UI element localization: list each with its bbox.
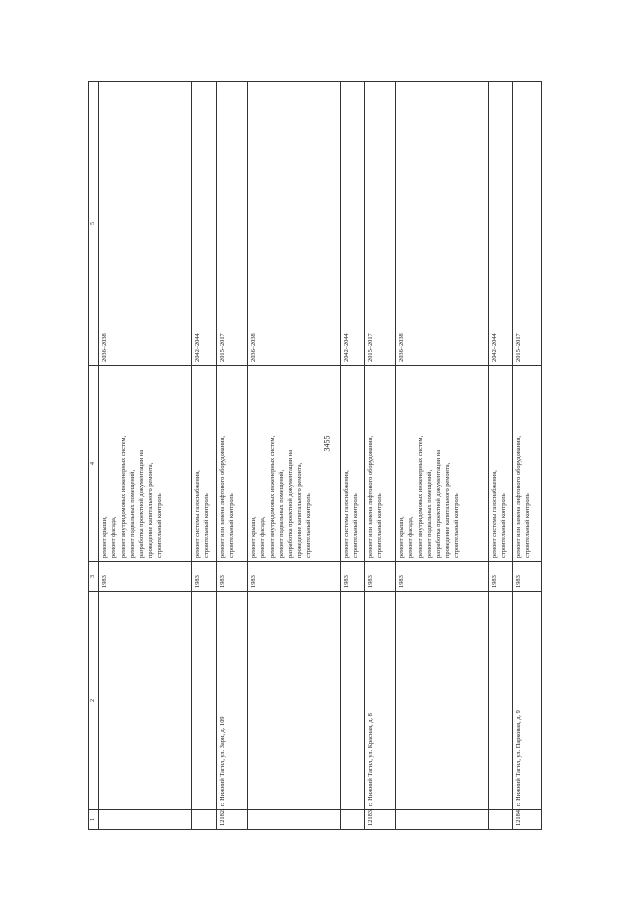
row-number-cell: 12184. (513, 810, 542, 830)
address-cell (489, 592, 513, 810)
work-type-line: ремонт внутридомовых инженерных систем, (119, 435, 127, 558)
work-type-line: разработка проектной документации на (287, 449, 295, 558)
row-number-cell (192, 810, 217, 830)
table-row (365, 82, 396, 830)
commissioning-year-cell: 1983 (341, 562, 365, 592)
row-number-cell (489, 810, 513, 830)
address-cell (396, 592, 489, 810)
work-type-line: строительный контроль (352, 493, 360, 558)
planned-period-cell: 2036–2038 (396, 82, 489, 366)
work-type-line: ремонт подвальных помещений, (128, 469, 136, 558)
column-number: 1 (89, 810, 99, 830)
row-number-cell: 12182. (217, 810, 248, 830)
work-type-line: ремонт подвальных помещений, (425, 469, 433, 558)
work-type-line: строительный контроль (305, 493, 313, 558)
column-number: 3 (89, 562, 99, 592)
work-type-line: ремонт или замена лифтового оборудования, (367, 435, 375, 558)
work-type-line: ремонт крыши, (250, 516, 258, 558)
planned-period-cell: 2015–2017 (365, 82, 396, 366)
commissioning-year-cell: 1983 (513, 562, 542, 592)
work-type-line: ремонт системы газоснабжения, (343, 470, 351, 558)
commissioning-year-cell: 1983 (248, 562, 341, 592)
table-row (396, 82, 489, 830)
table-row (217, 82, 248, 830)
commissioning-year-cell: 1983 (192, 562, 217, 592)
planned-period-cell: 2036–2038 (248, 82, 341, 366)
work-type-line: строительный контроль (203, 493, 211, 558)
table-row (341, 82, 365, 830)
row-number-cell (341, 810, 365, 830)
work-type-line: ремонт внутридомовых инженерных систем, (416, 435, 424, 558)
work-types-cell (489, 366, 513, 562)
commissioning-year-cell: 1983 (365, 562, 396, 592)
column-number: 2 (89, 592, 99, 810)
page-number: 3455 (322, 435, 332, 452)
column-number-row (89, 82, 99, 830)
address-cell: г. Нижний Тагил, ул. Зари, д. 109 (217, 592, 248, 810)
work-types-cell (513, 366, 542, 562)
work-type-line: проведение капитального ремонта, (296, 462, 304, 558)
work-type-line: строительный контроль (524, 493, 532, 558)
rotated-table-wrapper (88, 81, 540, 830)
work-type-line: разработка проектной документации на (435, 449, 443, 558)
table-body (89, 82, 542, 830)
work-type-line: ремонт внутридомовых инженерных систем, (268, 435, 276, 558)
work-type-line: ремонт фасада, (259, 516, 267, 558)
work-types-cell (192, 366, 217, 562)
table-row (99, 82, 192, 830)
work-type-line: ремонт крыши, (398, 516, 406, 558)
work-type-line: строительный контроль (376, 493, 384, 558)
work-type-line: ремонт системы газоснабжения, (491, 470, 499, 558)
column-number: 5 (89, 82, 99, 366)
work-types-cell (248, 366, 341, 562)
row-number-cell (396, 810, 489, 830)
address-cell: г. Нижний Тагил, ул. Парковая, д. 9 (513, 592, 542, 810)
work-type-line: строительный контроль (156, 493, 164, 558)
address-cell (192, 592, 217, 810)
work-type-line: ремонт подвальных помещений, (277, 469, 285, 558)
work-type-line: ремонт или замена лифтового оборудования, (515, 435, 523, 558)
table-row (248, 82, 341, 830)
address-cell (341, 592, 365, 810)
work-type-line: ремонт или замена лифтового оборудования, (219, 435, 227, 558)
work-type-line: строительный контроль (500, 493, 508, 558)
row-number-cell (248, 810, 341, 830)
row-number-cell: 12183. (365, 810, 396, 830)
table-row (489, 82, 513, 830)
work-types-cell (396, 366, 489, 562)
address-cell (248, 592, 341, 810)
table-row (513, 82, 542, 830)
row-number-cell (99, 810, 192, 830)
address-cell (99, 592, 192, 810)
planned-period-cell: 2015–2017 (217, 82, 248, 366)
work-types-cell (99, 366, 192, 562)
commissioning-year-cell: 1983 (99, 562, 192, 592)
work-type-line: проведение капитального ремонта, (147, 462, 155, 558)
planned-period-cell: 2015–2017 (513, 82, 542, 366)
commissioning-year-cell: 1983 (217, 562, 248, 592)
planned-period-cell: 2042–2044 (192, 82, 217, 366)
work-types-cell (217, 366, 248, 562)
work-type-line: ремонт системы газоснабжения, (194, 470, 202, 558)
planned-period-cell: 2036–2038 (99, 82, 192, 366)
work-type-line: ремонт фасада, (110, 516, 118, 558)
repair-schedule-table (88, 81, 542, 830)
work-type-line: ремонт крыши, (101, 516, 109, 558)
planned-period-cell: 2042–2044 (489, 82, 513, 366)
work-type-line: строительный контроль (453, 493, 461, 558)
work-types-cell (341, 366, 365, 562)
table-row (192, 82, 217, 830)
address-cell: г. Нижний Тагил, ул. Красная, д. 8 (365, 592, 396, 810)
column-number: 4 (89, 366, 99, 562)
commissioning-year-cell: 1983 (396, 562, 489, 592)
work-type-line: строительный контроль (228, 493, 236, 558)
commissioning-year-cell: 1983 (489, 562, 513, 592)
work-types-cell (365, 366, 396, 562)
planned-period-cell: 2042–2044 (341, 82, 365, 366)
work-type-line: разработка проектной документации на (138, 449, 146, 558)
work-type-line: проведение капитального ремонта, (444, 462, 452, 558)
work-type-line: ремонт фасада, (407, 516, 415, 558)
